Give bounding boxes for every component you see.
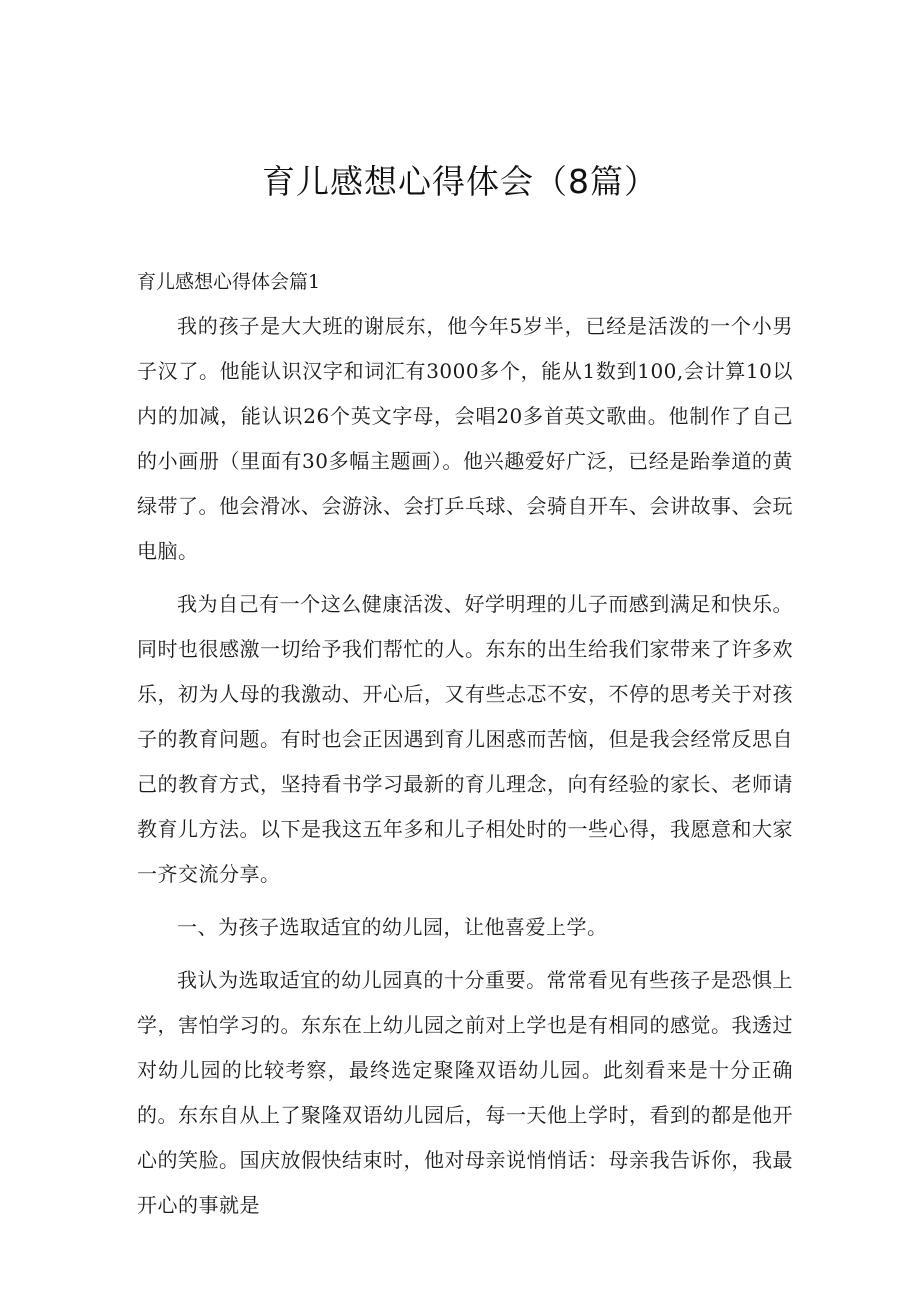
paragraph: 我的孩子是大大班的谢辰东，他今年5岁半，已经是活泼的一个小男子汉了。他能认识汉字和词汇有3000多个，能从1数到100,会计算10以内的加减，能认识26个英文字母，会唱20多首英文歌曲。他制作了自己的小画册（里面有30多幅主题画）。他兴趣爱好广泛，已经是跆拳道的黄绿带了。他会滑冰、会游泳、会打乒乓球、会骑自开车、会讲故事、会玩电脑。 xyxy=(137,314,793,563)
paragraph: 我认为选取适宜的幼儿园真的十分重要。常常看见有些孩子是恐惧上学，害怕学习的。东东在上幼儿园之前对上学也是有相同的感觉。我透过对幼儿园的比较考察，最终选定聚隆双语幼儿园。此刻看来是十分正确的。东东自从上了聚隆双语幼儿园后，每一天他上学时，看到的都是他开心的笑脸。国庆放假快结束时，他对母亲说悄悄话：母亲我告诉你，我最开心的事就是 xyxy=(137,968,793,1217)
paragraph: 我为自己有一个这么健康活泼、好学明理的儿子而感到满足和快乐。同时也很感激一切给予我们帮忙的人。东东的出生给我们家带来了许多欢乐，初为人母的我激动、开心后，又有些忐忑不安，不停的思考关于对孩子的教育问题。有时也会正因遇到育儿困惑而苦恼，但是我会经常反思自己的教育方式，坚持看书学习最新的育儿理念，向有经验的家长、老师请教育儿方法。以下是我这五年多和儿子相处时的一些心得，我愿意和大家一齐交流分享。 xyxy=(137,592,793,886)
section-heading: 育儿感想心得体会篇1 xyxy=(137,271,321,293)
paragraph: 一、为孩子选取适宜的幼儿园，让他喜爱上学。 xyxy=(177,915,608,939)
document-body xyxy=(137,304,793,1236)
document-title: 育儿感想心得体会（8篇） xyxy=(262,162,658,201)
